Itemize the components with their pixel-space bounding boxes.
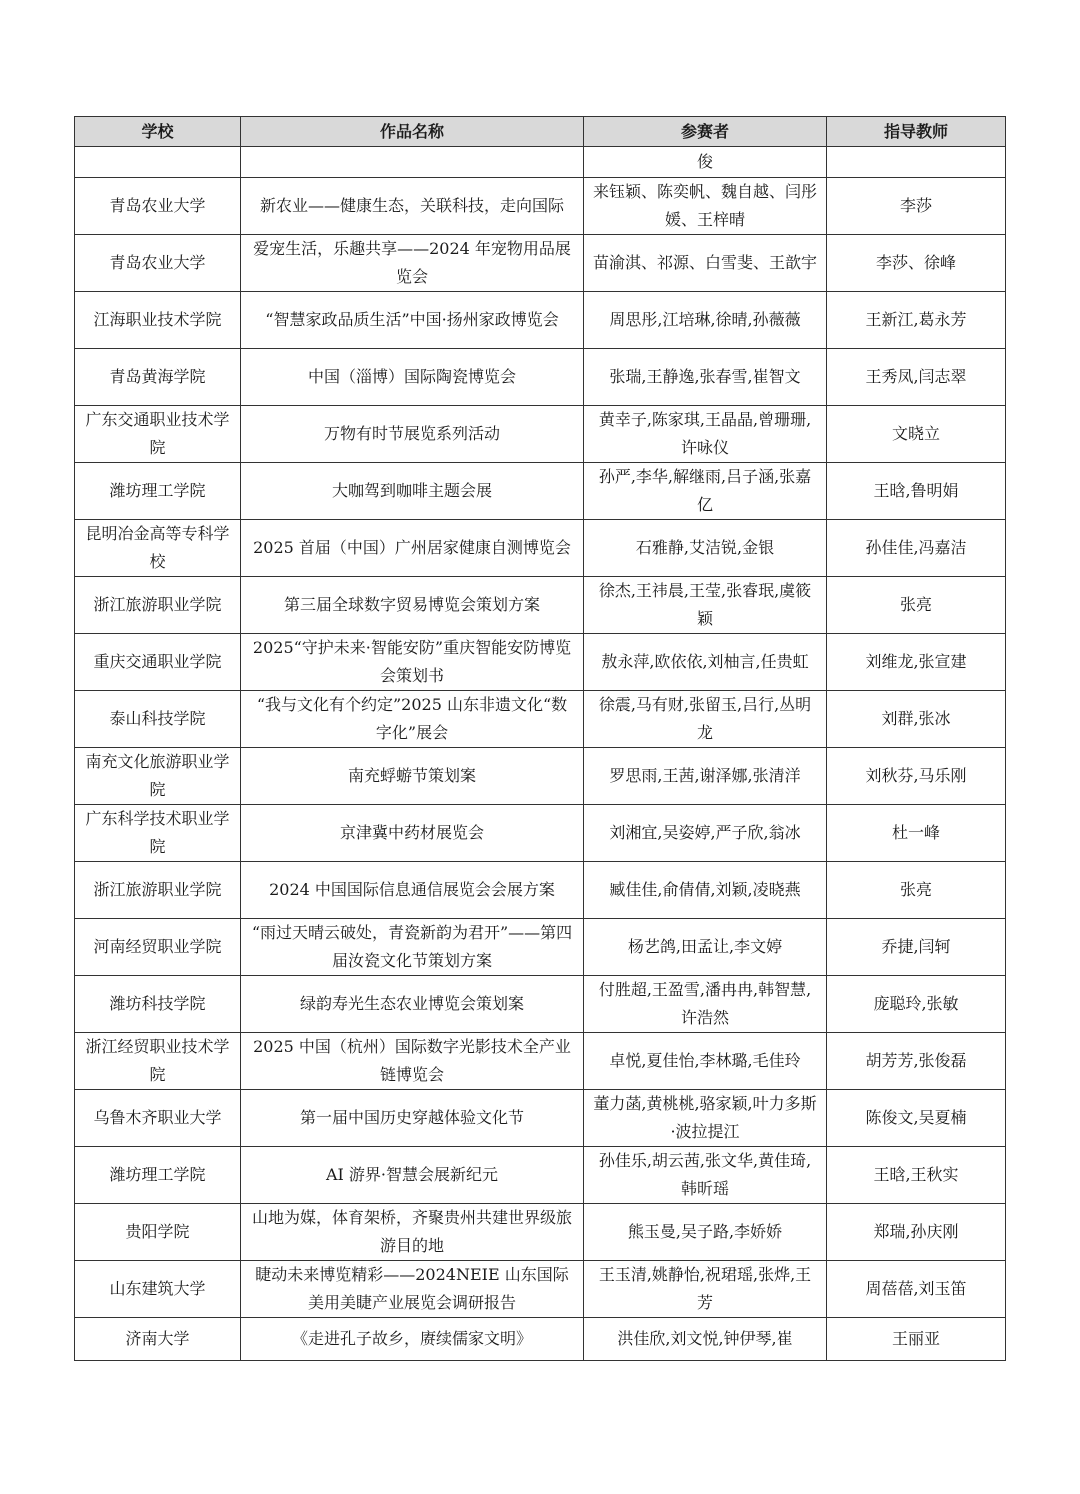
cell-school: 潍坊理工学院 (75, 1147, 241, 1204)
table-row (75, 463, 1006, 520)
cell-participants: 黄幸子,陈家琪,王晶晶,曾珊珊,许咏仪 (584, 406, 827, 463)
cell-work-title: “智慧家政品质生活”中国·扬州家政博览会 (241, 292, 584, 349)
table-row (75, 349, 1006, 406)
cell-advisor: 张亮 (827, 862, 1006, 919)
table-header-row (75, 117, 1006, 147)
cell-work-title: “雨过天晴云破处，青瓷新韵为君开”——第四届汝瓷文化节策划方案 (241, 919, 584, 976)
cell-advisor (827, 147, 1006, 178)
cell-participants: 石雅静,艾洁锐,金银 (584, 520, 827, 577)
cell-advisor: 杜一峰 (827, 805, 1006, 862)
cell-school: 山东建筑大学 (75, 1261, 241, 1318)
cell-advisor: 陈俊文,吴夏楠 (827, 1090, 1006, 1147)
cell-school: 青岛农业大学 (75, 235, 241, 292)
header-work-title: 作品名称 (241, 117, 584, 147)
cell-participants: 臧佳佳,俞倩倩,刘颖,凌晓燕 (584, 862, 827, 919)
cell-work-title: 2025 中国（杭州）国际数字光影技术全产业链博览会 (241, 1033, 584, 1090)
cell-work-title: “我与文化有个约定”2025 山东非遗文化“数字化”展会 (241, 691, 584, 748)
cell-participants: 杨艺鸽,田孟让,李文婷 (584, 919, 827, 976)
cell-work-title: 《走进孔子故乡，赓续儒家文明》 (241, 1318, 584, 1361)
table-row (75, 805, 1006, 862)
cell-advisor: 郑瑞,孙庆刚 (827, 1204, 1006, 1261)
cell-participants: 敖永萍,欧依依,刘柚言,任贵虹 (584, 634, 827, 691)
table-row (75, 577, 1006, 634)
cell-participants: 卓悦,夏佳怡,李林璐,毛佳玲 (584, 1033, 827, 1090)
cell-advisor: 刘秋芬,马乐刚 (827, 748, 1006, 805)
cell-school: 重庆交通职业学院 (75, 634, 241, 691)
cell-participants: 孙佳乐,胡云茜,张文华,黄佳琦,韩昕瑶 (584, 1147, 827, 1204)
cell-work-title: 万物有时节展览系列活动 (241, 406, 584, 463)
table-row (75, 1147, 1006, 1204)
cell-school: 泰山科技学院 (75, 691, 241, 748)
cell-work-title: 第一届中国历史穿越体验文化节 (241, 1090, 584, 1147)
cell-school: 南充文化旅游职业学院 (75, 748, 241, 805)
cell-work-title: 2025 首届（中国）广州居家健康自测博览会 (241, 520, 584, 577)
table-row (75, 520, 1006, 577)
table-row (75, 919, 1006, 976)
cell-advisor: 张亮 (827, 577, 1006, 634)
cell-work-title: 山地为媒，体育架桥，齐聚贵州共建世界级旅游目的地 (241, 1204, 584, 1261)
cell-advisor: 文晓立 (827, 406, 1006, 463)
cell-school: 贵阳学院 (75, 1204, 241, 1261)
cell-participants: 刘湘宜,吴姿婷,严子欣,翁冰 (584, 805, 827, 862)
table-row (75, 235, 1006, 292)
cell-work-title: 睫动未来博览精彩——2024NEIE 山东国际美用美睫产业展览会调研报告 (241, 1261, 584, 1318)
cell-participants: 徐杰,王祎晨,王莹,张睿珉,虞筱颖 (584, 577, 827, 634)
cell-work-title: 中国（淄博）国际陶瓷博览会 (241, 349, 584, 406)
cell-participants: 张瑞,王静逸,张春雪,崔智文 (584, 349, 827, 406)
cell-work-title: AI 游界·智慧会展新纪元 (241, 1147, 584, 1204)
table-row (75, 748, 1006, 805)
cell-work-title: 大咖驾到咖啡主题会展 (241, 463, 584, 520)
cell-participants: 付胜超,王盈雪,潘冉冉,韩智慧,许浩然 (584, 976, 827, 1033)
cell-school: 济南大学 (75, 1318, 241, 1361)
cell-advisor: 王晗,王秋实 (827, 1147, 1006, 1204)
cell-advisor: 王晗,鲁明娟 (827, 463, 1006, 520)
table-row (75, 862, 1006, 919)
table-row (75, 178, 1006, 235)
cell-school: 浙江旅游职业学院 (75, 862, 241, 919)
cell-school: 潍坊科技学院 (75, 976, 241, 1033)
cell-school: 乌鲁木齐职业大学 (75, 1090, 241, 1147)
table-row (75, 292, 1006, 349)
cell-school: 江海职业技术学院 (75, 292, 241, 349)
cell-participants: 洪佳欣,刘文悦,钟伊琴,崔 (584, 1318, 827, 1361)
cell-participants: 孙严,李华,解继雨,吕子涵,张嘉亿 (584, 463, 827, 520)
cell-school: 河南经贸职业学院 (75, 919, 241, 976)
table-row (75, 691, 1006, 748)
table-row-continuation (75, 147, 1006, 178)
table-row (75, 634, 1006, 691)
cell-school: 浙江经贸职业技术学院 (75, 1033, 241, 1090)
cell-advisor: 李莎、徐峰 (827, 235, 1006, 292)
table-row (75, 1261, 1006, 1318)
table-row (75, 1318, 1006, 1361)
cell-participants: 罗思雨,王茜,谢泽娜,张清洋 (584, 748, 827, 805)
cell-advisor: 王新江,葛永芳 (827, 292, 1006, 349)
results-table (74, 116, 1006, 1361)
table-row (75, 1204, 1006, 1261)
cell-participants: 来钰颖、陈奕帆、魏自越、闫彤媛、王梓晴 (584, 178, 827, 235)
header-participants: 参赛者 (584, 117, 827, 147)
cell-participants: 周思彤,江培琳,徐晴,孙薇薇 (584, 292, 827, 349)
table-row (75, 976, 1006, 1033)
cell-work-title: 2025“守护未来·智能安防”重庆智能安防博览会策划书 (241, 634, 584, 691)
cell-participants: 徐震,马有财,张留玉,吕行,丛明龙 (584, 691, 827, 748)
cell-advisor: 李莎 (827, 178, 1006, 235)
cell-work-title: 南充蜉蝣节策划案 (241, 748, 584, 805)
cell-participants: 熊玉曼,吴子路,李娇娇 (584, 1204, 827, 1261)
cell-advisor: 乔捷,闫轲 (827, 919, 1006, 976)
cell-advisor: 庞聪玲,张敏 (827, 976, 1006, 1033)
cell-school: 浙江旅游职业学院 (75, 577, 241, 634)
table-row (75, 406, 1006, 463)
cell-school: 昆明冶金高等专科学校 (75, 520, 241, 577)
cell-school: 青岛黄海学院 (75, 349, 241, 406)
cell-participants: 苗渝淇、祁源、白雪斐、王歆宇 (584, 235, 827, 292)
header-advisor: 指导教师 (827, 117, 1006, 147)
cell-work-title: 京津冀中药材展览会 (241, 805, 584, 862)
cell-work-title: 绿韵寿光生态农业博览会策划案 (241, 976, 584, 1033)
cell-work-title: 爱宠生活，乐趣共享——2024 年宠物用品展览会 (241, 235, 584, 292)
cell-participants: 俊 (584, 147, 827, 178)
header-school: 学校 (75, 117, 241, 147)
cell-advisor: 刘维龙,张宣建 (827, 634, 1006, 691)
cell-school (75, 147, 241, 178)
cell-participants: 董力菡,黄桃桃,骆家颖,叶力多斯·波拉提江 (584, 1090, 827, 1147)
cell-advisor: 孙佳佳,冯嘉洁 (827, 520, 1006, 577)
cell-school: 潍坊理工学院 (75, 463, 241, 520)
cell-school: 广东科学技术职业学院 (75, 805, 241, 862)
cell-advisor: 王丽亚 (827, 1318, 1006, 1361)
cell-work-title: 新农业——健康生态，关联科技，走向国际 (241, 178, 584, 235)
table-row (75, 1090, 1006, 1147)
cell-school: 广东交通职业技术学院 (75, 406, 241, 463)
cell-advisor: 刘群,张冰 (827, 691, 1006, 748)
cell-school: 青岛农业大学 (75, 178, 241, 235)
cell-work-title: 第三届全球数字贸易博览会策划方案 (241, 577, 584, 634)
cell-work-title (241, 147, 584, 178)
cell-advisor: 周蓓蓓,刘玉笛 (827, 1261, 1006, 1318)
table-row (75, 1033, 1006, 1090)
cell-advisor: 王秀凤,闫志翠 (827, 349, 1006, 406)
cell-advisor: 胡芳芳,张俊磊 (827, 1033, 1006, 1090)
cell-participants: 王玉清,姚静怡,祝珺瑶,张烨,王芳 (584, 1261, 827, 1318)
cell-work-title: 2024 中国国际信息通信展览会会展方案 (241, 862, 584, 919)
